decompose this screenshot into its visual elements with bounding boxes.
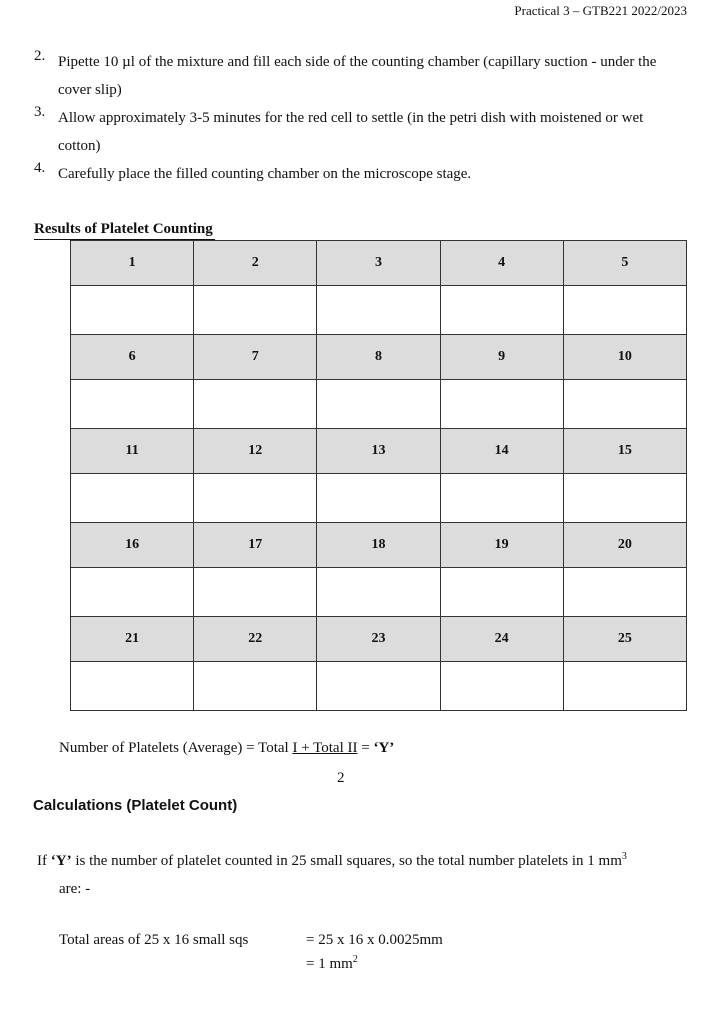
count-cell[interactable] [440, 568, 563, 617]
count-cell[interactable] [317, 474, 440, 523]
square-label: 9 [440, 335, 563, 380]
formula-denominator: 2 [337, 770, 345, 786]
squared-superscript: 2 [352, 954, 358, 965]
table-entry-row [71, 662, 687, 711]
y-symbol: ‘Y’ [50, 853, 72, 869]
table-header-row [71, 617, 687, 662]
count-cell[interactable] [71, 380, 194, 429]
formula-result: ‘Y’ [373, 740, 395, 756]
square-label: 21 [71, 617, 194, 662]
square-label: 17 [194, 523, 317, 568]
platelet-count-table [70, 240, 687, 711]
square-label: 14 [440, 429, 563, 474]
count-cell[interactable] [71, 568, 194, 617]
area-equation-2 [306, 956, 358, 973]
formula-prefix: Number of Platelets (Average) = Total [59, 740, 293, 756]
step-number: 4. [34, 160, 46, 176]
square-label: 7 [194, 335, 317, 380]
page-header: Practical 3 – GTB221 2022/2023 [514, 3, 687, 18]
count-cell[interactable] [317, 286, 440, 335]
count-cell[interactable] [440, 662, 563, 711]
count-cell[interactable] [317, 380, 440, 429]
step-text: Pipette 10 µl of the mixture and fill each side of the counting chamber (capillary suction - under the cover slip) [58, 54, 657, 98]
square-label: 19 [440, 523, 563, 568]
square-label: 3 [317, 241, 440, 286]
square-label: 4 [440, 241, 563, 286]
count-cell[interactable] [440, 474, 563, 523]
average-formula [59, 740, 394, 757]
calculations-title: Calculations (Platelet Count) [33, 797, 238, 814]
square-label: 23 [317, 617, 440, 662]
table-header-row [71, 523, 687, 568]
count-cell[interactable] [440, 286, 563, 335]
square-label: 15 [563, 429, 686, 474]
count-cell[interactable] [194, 568, 317, 617]
table-header-row [71, 241, 687, 286]
calculation-statement [37, 853, 627, 870]
square-label: 8 [317, 335, 440, 380]
square-label: 12 [194, 429, 317, 474]
table-header-row [71, 429, 687, 474]
areas-label: Total areas of 25 x 16 small sqs [59, 932, 249, 948]
count-cell[interactable] [317, 662, 440, 711]
square-label: 6 [71, 335, 194, 380]
square-label: 11 [71, 429, 194, 474]
square-label: 22 [194, 617, 317, 662]
step-text: Carefully place the filled counting chamber on the microscope stage. [58, 166, 472, 182]
step-text: Allow approximately 3-5 minutes for the red cell to settle (in the petri dish with moistened or wet cotton) [58, 110, 644, 154]
area-equation-2-text: = 1 mm [306, 956, 353, 972]
square-label: 5 [563, 241, 686, 286]
count-cell[interactable] [563, 380, 686, 429]
count-cell[interactable] [563, 474, 686, 523]
count-cell[interactable] [317, 568, 440, 617]
table-entry-row [71, 380, 687, 429]
count-cell[interactable] [194, 286, 317, 335]
table-entry-row [71, 568, 687, 617]
count-cell[interactable] [563, 286, 686, 335]
count-cell[interactable] [563, 568, 686, 617]
table-entry-row [71, 286, 687, 335]
count-cell[interactable] [563, 662, 686, 711]
formula-equals: = [357, 740, 374, 756]
results-title: Results of Platelet Counting [34, 221, 213, 237]
count-cell[interactable] [71, 662, 194, 711]
square-label: 25 [563, 617, 686, 662]
count-cell[interactable] [194, 474, 317, 523]
square-label: 18 [317, 523, 440, 568]
table-header-row [71, 335, 687, 380]
square-label: 24 [440, 617, 563, 662]
square-label: 1 [71, 241, 194, 286]
table-entry-row [71, 474, 687, 523]
count-cell[interactable] [71, 474, 194, 523]
square-label: 2 [194, 241, 317, 286]
count-cell[interactable] [440, 380, 563, 429]
formula-numerator: I + Total II [292, 740, 358, 756]
count-cell[interactable] [194, 662, 317, 711]
square-label: 16 [71, 523, 194, 568]
are-text: are: - [59, 881, 91, 897]
if-prefix: If [37, 853, 51, 869]
count-cell[interactable] [194, 380, 317, 429]
square-label: 10 [563, 335, 686, 380]
step-number: 2. [34, 48, 46, 64]
if-text: is the number of platelet counted in 25 small squares, so the total number platelets in 1 mm [71, 853, 622, 869]
square-label: 13 [317, 429, 440, 474]
step-number: 3. [34, 104, 46, 120]
count-cell[interactable] [71, 286, 194, 335]
area-equation-1: = 25 x 16 x 0.0025mm [306, 932, 443, 948]
cubed-superscript: 3 [621, 851, 627, 862]
square-label: 20 [563, 523, 686, 568]
